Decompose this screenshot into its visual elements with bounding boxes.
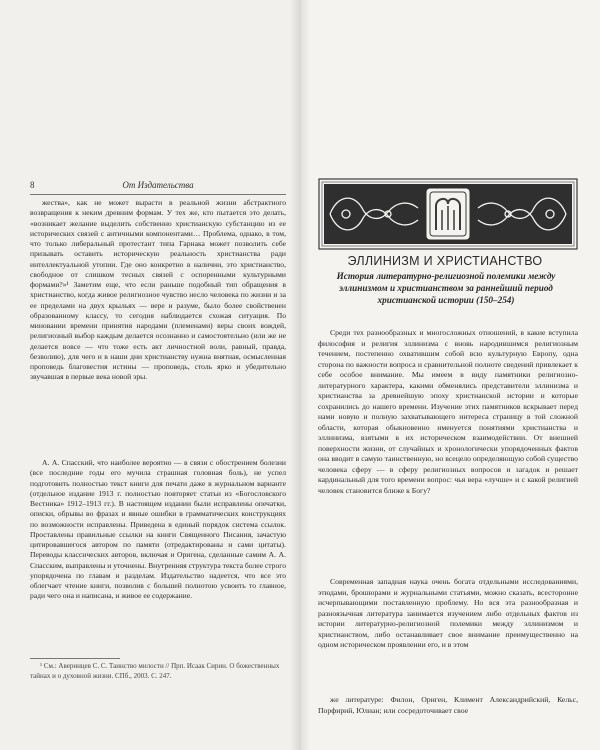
footnote-rule (30, 658, 120, 659)
chapter-subtitle: История литературно-религиозной полемики между эллинизмом и христианством за раннейший период христианской истории (150–254) (336, 271, 556, 305)
chapter-ornament (318, 178, 578, 250)
paragraph-text: Среди тех разнообразных и многосложных отношений, в какие вступила философия и религия эллинизма с вновь народившимся религиозным течением, постепенно охватившим собой всю культурную Европу, одна сторона по важности вопроса и сравнительной полноте сведений привлекает к себе особое внимание. Мы имеем в виду памятники религиозно-литературного характера, какими обменялись представители эллинизма и христианства за древнейшую эпоху христианской истории и которые сохранились до нашего времени. Изучение этих памятников вскрывает перед нами новую и полную захватывающего интереса страницу в той сложной области, которая обыкновенно именуется понятиями христианства и эллинизма, взятыми в их историческом взаимодействии. От внешней поверхности жизни, от случайных и хронологически упорядоченных фактов она вводит в самую таинственную, но всецело определяющую собой существо человека сферу — в сферу религиозных вопросов и загадок и решает кардинальный для того времени вопрос: чья вера «лучше» и с какой религией человек становится ближе к Богу? (318, 328, 578, 495)
right-paragraph-3 (318, 695, 578, 716)
left-paragraph-1 (30, 198, 286, 383)
paragraph-text: же литературе: Филон, Ориген, Климент Александрийский, Кельс, Порфирий, Юлиан; или сосредоточивает свое (318, 695, 578, 715)
footnote: ¹ См.: Аверинцев С. С. Таинство милости // Прп. Исаак Сирин. О божественных тайнах и о духовной жизни. СПб., 2003. С. 247. (30, 662, 280, 680)
paragraph-text: жества», как не может вырасти в реальной жизни абстрактного возвращения к неким древним формам. У тех же, кто пытается это делать, «возникает желание выделить собственно христианскую субстанцию из ее исторических связей с античными компонентами… Проблема, однако, в том, что только либеральный протестант типа Гарнака может позволить себе призывать оставить историческую реальность христианства ради интеллектуальной утопии. Где оно конкретно в наличии, это христианство, свободное от слишком тесных связей с оспоренными культурными формами?»¹ Заметим еще, что если раньше подобный тип обращения в христианство, когда живое религиозное чувство несло человека по жизни и за ее пределами на двух крыльях — вере и разуме, было более свойственен образованному классу, то сегодня наблюдается схожая ситуация. По миновании времени принятия народами (племенами) веры своих вождей, религиозный выбор каждым делается осознанно и самостоятельно (или же не делается вовсе — что тоже есть акт личностной воли, равный, правда, безволию), для чего и в наши дни христианству нужна внятная, осмысленная проповедь благовестия истины — проповедь, столь ярко и убедительно звучавшая в первые века новой эры. (30, 198, 286, 382)
book-gutter (290, 0, 310, 750)
page-number: 8 (30, 180, 35, 190)
left-paragraph-2 (30, 458, 286, 602)
right-paragraph-1 (318, 328, 578, 496)
running-head-title: От Издательства (122, 180, 194, 190)
right-paragraph-2 (318, 577, 578, 651)
running-head (30, 180, 286, 195)
paragraph-text: А. А. Спасский, что наиболее вероятно — в связи с обострением болезни (все последние годы его мучила страшная головная боль), не успел подготовить полностью текст книги для печати даже в журнальном варианте (отдельное издание 1913 г. полностью повторяет статьи из «Богословского Вестника» 1912–1913 гг.). В настоящем издании были исправлены опечатки, описки, обрывы во фразах и явные ошибки в грамматических конструкциях по возможности исправлены. Приведена в единый порядок система ссылок. Проставлены правильные ссылки на книги Священного Писания, зачастую цитировавшегося автором по памяти (отредактированы и сами цитаты). Переводы классических авторов, включая и Оригена, сделанные самим А. А. Спасским, выправлены и уточнены. Внутренняя структура текста более строго упорядочена по главам и разделам. Издательство надеется, что все это облегчает чтение книги, позволив с большей полнотою усвоить то главное, ради чего она и написана, и живое ее содержание. (30, 458, 286, 601)
paragraph-text: Современная западная наука очень богата отдельными исследованиями, этюдами, брошюрами и журнальными статьями, можно сказать, всесторонне исчерпывающими поставленную проблему. Но вся эта разнообразная и разноязычная литература занимается изучением либо отдельных фактов из истории литературно-религиозной полемики между эллинизмом и христианством, либо останавливает свое внимание преимущественно на одном историческом проявлении его, и в этом (318, 577, 578, 649)
chapter-title: ЭЛЛИНИЗМ И ХРИСТИАНСТВО (347, 254, 543, 268)
